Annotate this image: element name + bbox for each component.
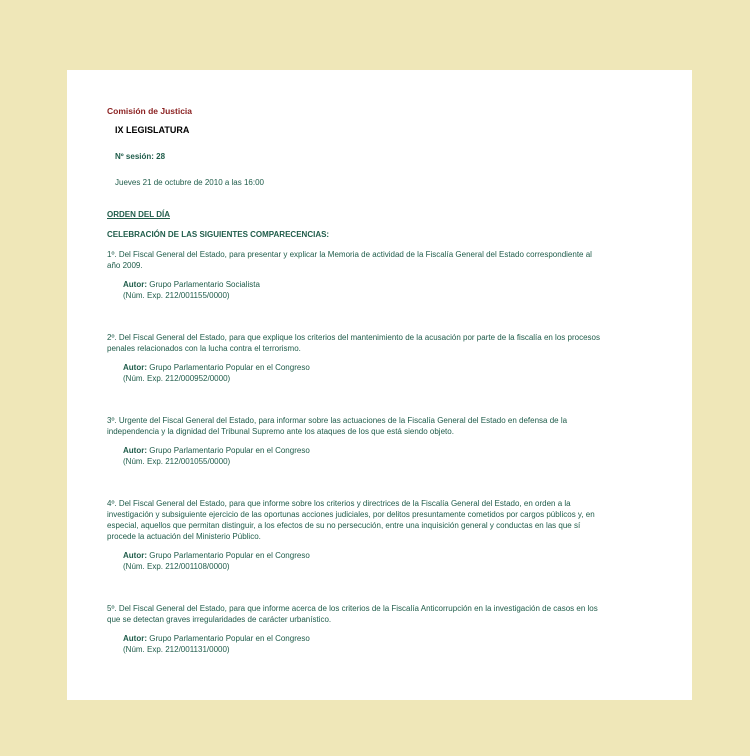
spacer bbox=[107, 467, 602, 498]
agenda-item bbox=[107, 415, 602, 467]
author-name: Grupo Parlamentario Popular en el Congreso bbox=[149, 363, 310, 372]
author-name: Grupo Parlamentario Socialista bbox=[149, 280, 260, 289]
document-content bbox=[107, 106, 602, 655]
agenda-item-text: 5º. Del Fiscal General del Estado, para que informe acerca de los criterios de la Fiscalía Anticorrupción en la investigación de casos en los que se detectan graves irregularidades de carácter urbanístico. bbox=[107, 604, 598, 624]
document-page bbox=[67, 70, 692, 700]
spacer bbox=[107, 384, 602, 415]
author-label: Autor: bbox=[123, 363, 147, 372]
agenda-section-title: CELEBRACIÓN DE LAS SIGUIENTES COMPARECENCIAS: bbox=[107, 230, 330, 239]
agenda-item-expediente: (Núm. Exp. 212/001055/0000) bbox=[123, 457, 231, 466]
author-name: Grupo Parlamentario Popular en el Congreso bbox=[149, 634, 310, 643]
session-number: Nº sesión: 28 bbox=[115, 152, 166, 161]
agenda-item-author bbox=[123, 633, 602, 644]
agenda-item-expediente: (Núm. Exp. 212/001108/0000) bbox=[123, 562, 230, 571]
spacer bbox=[107, 572, 602, 603]
agenda-item-author bbox=[123, 445, 602, 456]
agenda-item-text: 4º. Del Fiscal General del Estado, para que informe sobre los criterios y directrices de la Fiscalía General del Estado, en orden a la investigación y subsiguiente ejercicio de las oportunas acciones judiciales, por delitos presuntamente cometidos por cargos públicos y, en especial, aquellos que permitan distinguir, a los efectos de su no persecución, entre una inquisición general y conductas en las que sí procede la actuación del Ministerio Público. bbox=[107, 499, 595, 541]
agenda-item bbox=[107, 249, 602, 301]
session-date: Jueves 21 de octubre de 2010 a las 16:00 bbox=[115, 178, 264, 187]
author-name: Grupo Parlamentario Popular en el Congreso bbox=[149, 446, 310, 455]
agenda-item bbox=[107, 603, 602, 655]
agenda-item-expediente: (Núm. Exp. 212/001131/0000) bbox=[123, 645, 230, 654]
committee-title: Comisión de Justicia bbox=[107, 106, 193, 116]
author-label: Autor: bbox=[123, 551, 147, 560]
agenda-item-author bbox=[123, 550, 602, 561]
agenda-item-expediente: (Núm. Exp. 212/001155/0000) bbox=[123, 291, 230, 300]
spacer bbox=[107, 301, 602, 332]
agenda-item-text: 3º. Urgente del Fiscal General del Estado, para informar sobre las actuaciones de la Fiscalía General del Estado en defensa de la independencia y la dignidad del Tribunal Supremo ante los ataques de los que está siendo objeto. bbox=[107, 416, 568, 436]
agenda-item-text: 1º. Del Fiscal General del Estado, para presentar y explicar la Memoria de actividad de la Fiscalía General del Estado correspondiente al año 2009. bbox=[107, 250, 592, 270]
agenda-item-expediente: (Núm. Exp. 212/000952/0000) bbox=[123, 374, 231, 383]
author-label: Autor: bbox=[123, 446, 147, 455]
agenda-item-text: 2º. Del Fiscal General del Estado, para que explique los criterios del mantenimiento de la acusación por parte de la fiscalía en los procesos penales relacionados con la lucha contra el terrorismo. bbox=[107, 333, 600, 353]
author-label: Autor: bbox=[123, 634, 147, 643]
agenda-item-author bbox=[123, 279, 602, 290]
agenda-title: ORDEN DEL DÍA bbox=[107, 210, 170, 219]
legislatura-label: IX LEGISLATURA bbox=[115, 125, 190, 135]
agenda-item bbox=[107, 332, 602, 384]
author-label: Autor: bbox=[123, 280, 147, 289]
agenda-item bbox=[107, 498, 602, 572]
agenda-item-author bbox=[123, 362, 602, 373]
author-name: Grupo Parlamentario Popular en el Congreso bbox=[149, 551, 310, 560]
